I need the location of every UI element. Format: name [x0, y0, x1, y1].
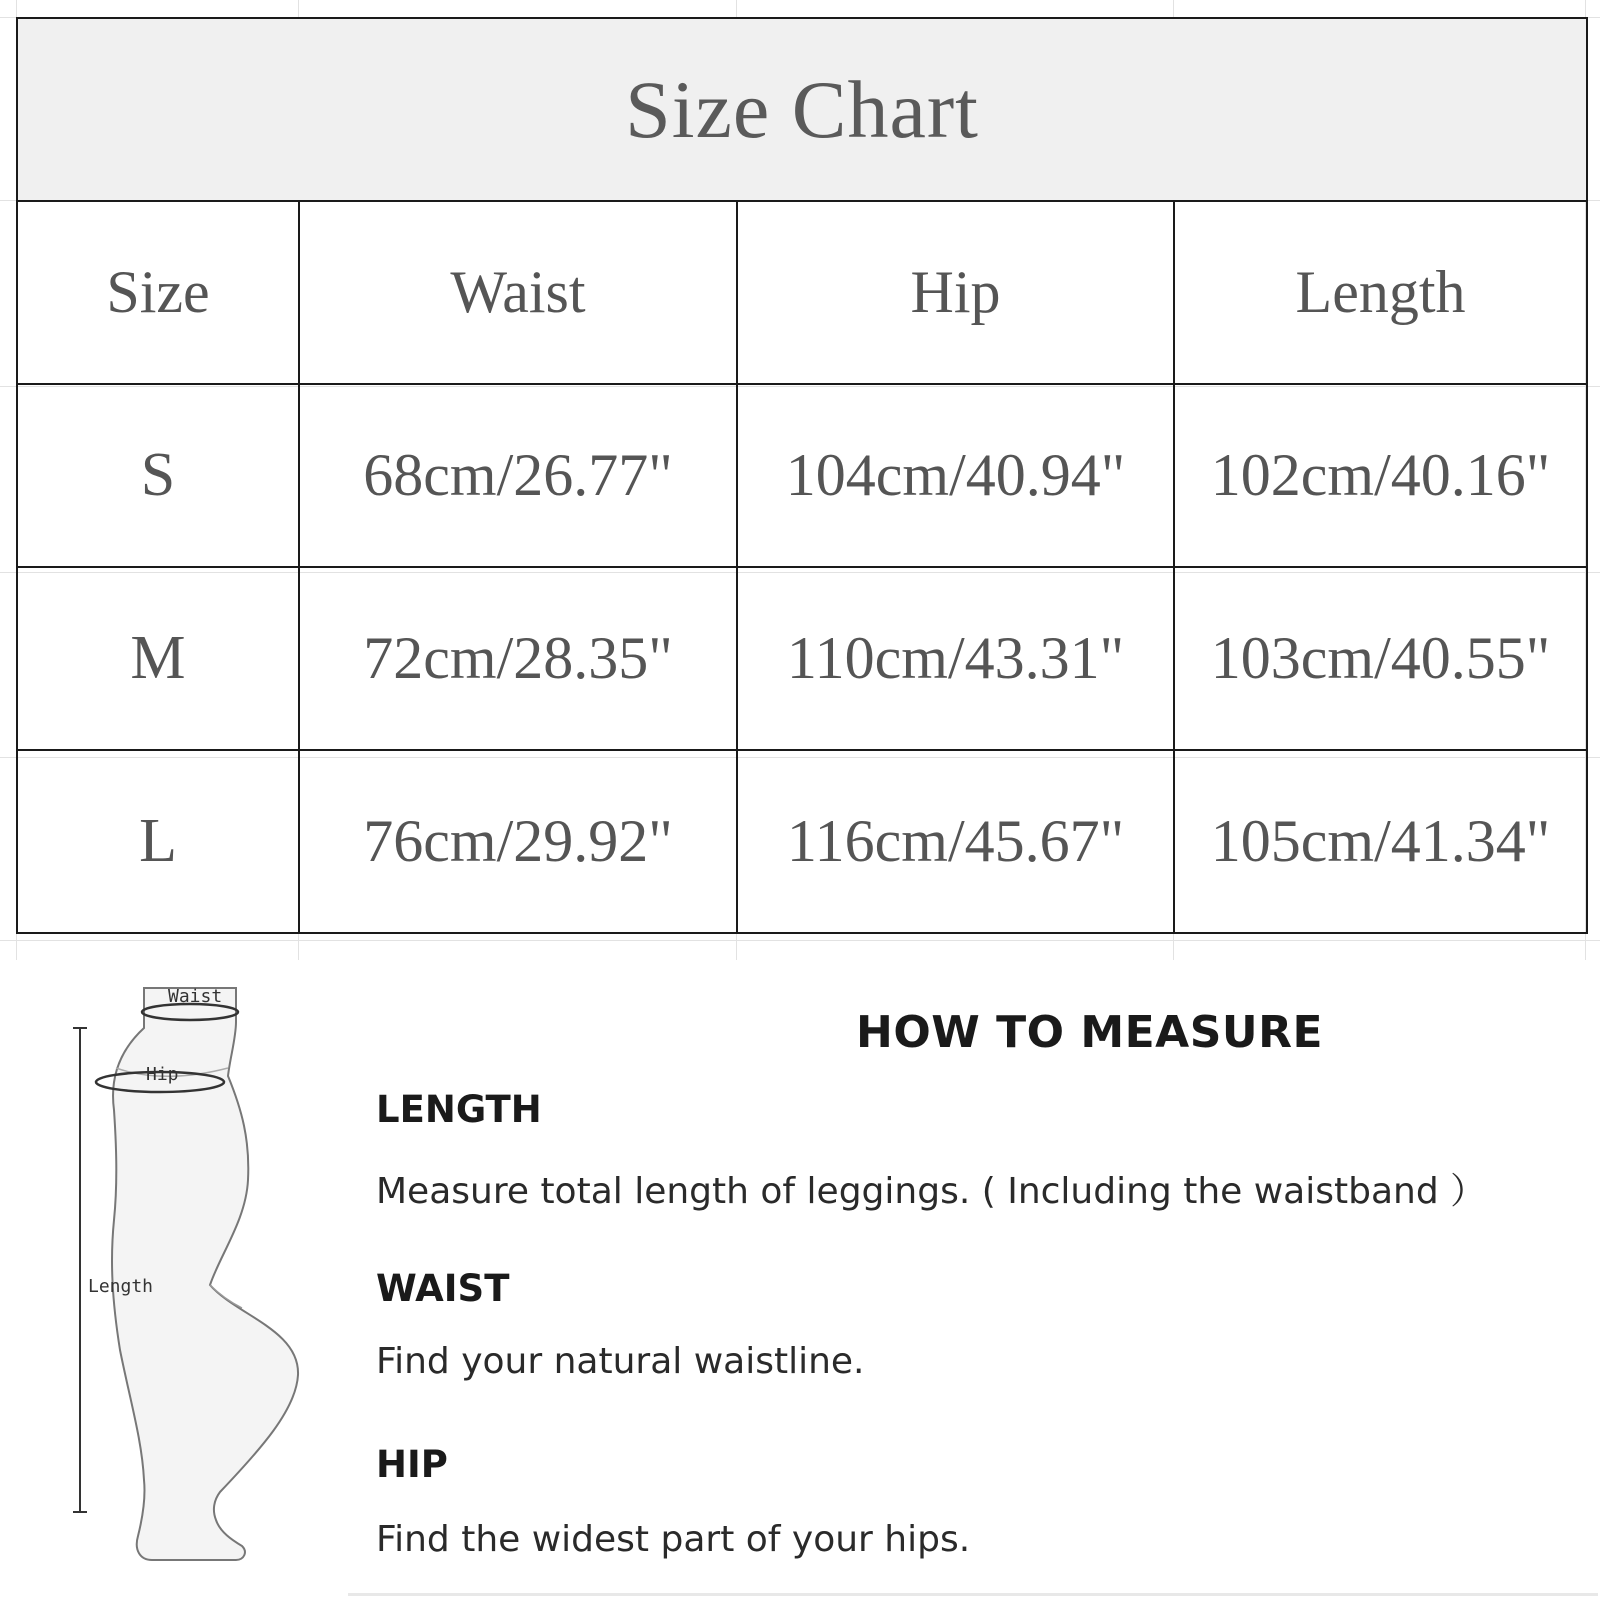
size-chart-table	[16, 17, 1588, 934]
leg-illustration	[60, 980, 350, 1590]
hip-label: Hip	[146, 1064, 179, 1085]
header-row	[17, 201, 1587, 384]
header-waist: Waist	[299, 201, 737, 384]
hip-description: Find the widest part of your hips.	[376, 1519, 971, 1560]
table-row	[17, 567, 1587, 750]
waist-label: Waist	[168, 986, 223, 1007]
title-row	[17, 18, 1587, 201]
chart-title: Size Chart	[17, 18, 1587, 201]
how-to-measure-heading: HOW TO MEASURE	[856, 1007, 1324, 1058]
waist-value: 68cm/26.77"	[299, 384, 737, 567]
header-size: Size	[17, 201, 299, 384]
waist-title: WAIST	[376, 1267, 510, 1310]
waist-value: 76cm/29.92"	[299, 750, 737, 933]
header-hip: Hip	[737, 201, 1174, 384]
size-label: M	[17, 567, 299, 750]
hip-value: 110cm/43.31"	[737, 567, 1174, 750]
table-row	[17, 750, 1587, 933]
hip-title: HIP	[376, 1443, 448, 1486]
length-label: Length	[88, 1276, 154, 1297]
table-row	[17, 384, 1587, 567]
length-value: 103cm/40.55"	[1174, 567, 1587, 750]
length-value: 105cm/41.34"	[1174, 750, 1587, 933]
bottom-divider	[348, 1593, 1598, 1596]
leggings-figure	[60, 980, 350, 1590]
waist-description: Find your natural waistline.	[376, 1341, 865, 1382]
size-label: L	[17, 750, 299, 933]
length-title: LENGTH	[376, 1088, 542, 1131]
hip-value: 104cm/40.94"	[737, 384, 1174, 567]
size-label: S	[17, 384, 299, 567]
hip-value: 116cm/45.67"	[737, 750, 1174, 933]
length-description: Measure total length of leggings. ( Including the waistband ）	[376, 1171, 1487, 1212]
waist-value: 72cm/28.35"	[299, 567, 737, 750]
length-value: 102cm/40.16"	[1174, 384, 1587, 567]
header-length: Length	[1174, 201, 1587, 384]
